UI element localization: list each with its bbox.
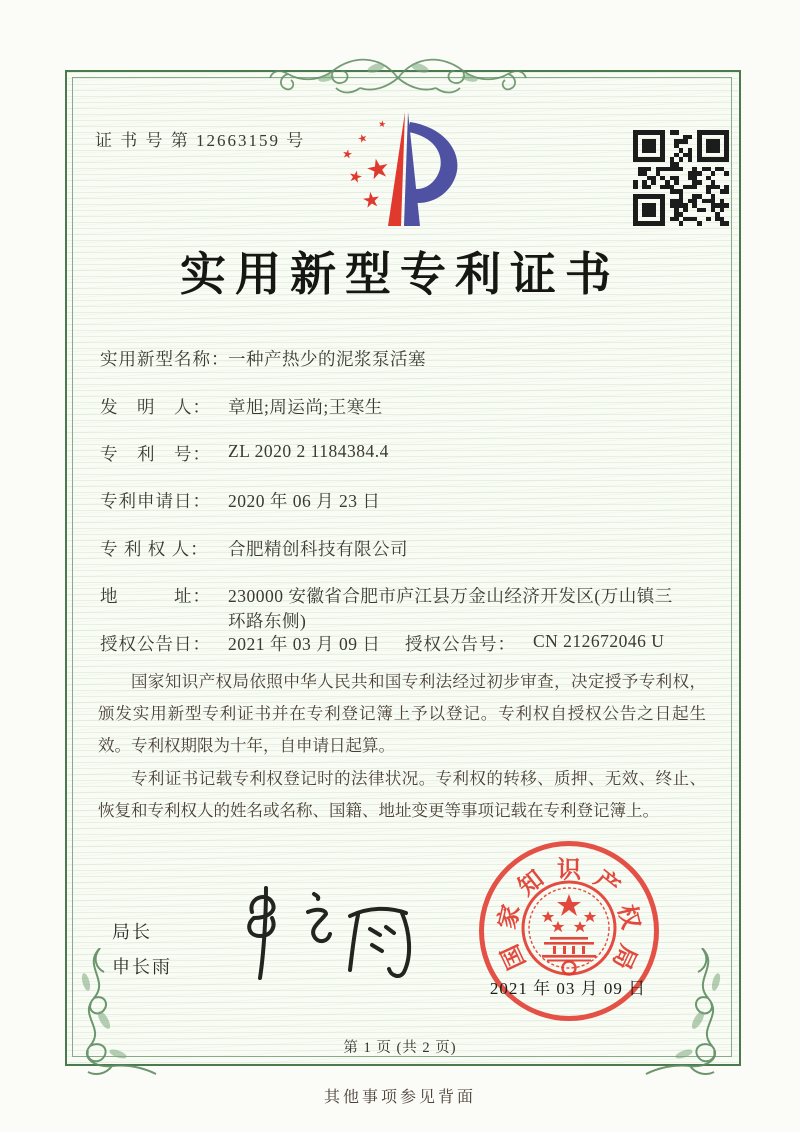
field-value: 2021 年 03 月 09 日: [228, 634, 381, 654]
field-value: 合肥精创科技有限公司: [228, 539, 408, 559]
field-value: 2020 年 06 月 23 日: [228, 491, 381, 511]
field-address: [100, 583, 673, 631]
logo-star-icon: ★: [340, 146, 354, 162]
back-note: 其他事项参见背面: [323, 1089, 476, 1106]
legal-paragraph-2: 专利证书记载专利权登记时的法律状况。专利权的转移、质押、无效、终止、恢复和专利权人的姓名或名称、国籍、地址变更等事项记载在专利登记簿上。: [98, 769, 706, 820]
field-label: 授权公告号：: [405, 634, 516, 654]
logo-star-icon: ★: [363, 151, 393, 187]
field-value: 230000 安徽省合肥市庐江县万金山经济开发区(万山镇三: [228, 586, 673, 606]
field-value: 一种产热少的泥浆泵活塞: [228, 349, 426, 369]
field-label: 地 址：: [100, 586, 211, 606]
qr-code: [633, 130, 729, 226]
legal-text: [98, 666, 706, 828]
seal-date: 2021 年 03 月 09 日: [489, 979, 647, 998]
logo-star-icon: ★: [377, 118, 387, 130]
field-value: CN 212672046 U: [533, 631, 665, 651]
logo-star-icon: ★: [356, 131, 370, 147]
legal-paragraph-1: 国家知识产权局依照中华人民共和国专利法经过初步审查，决定授予专利权，颁发实用新型专利证书并在专利登记簿上予以登记。专利权自授权公告之日起生效。专利权期限为十年，自申请日起算。: [98, 672, 706, 755]
field-label: 专 利 号：: [100, 444, 211, 464]
field-value-line2: 环路东侧): [228, 611, 307, 631]
page-indicator: 第 1 页 (共 2 页): [343, 1040, 457, 1056]
cnipa-logo: [336, 108, 476, 238]
commissioner-title: 局长: [112, 922, 152, 942]
certificate-title: 实用新型专利证书: [180, 249, 620, 300]
field-patentee: [100, 536, 408, 561]
field-patent-number: [100, 441, 389, 466]
field-filing-date: [100, 488, 381, 513]
seal-ring-text: 国 家 知 识 产 权 局: [494, 857, 644, 973]
field-label: 专 利 权 人：: [100, 539, 209, 559]
logo-star-icon: ★: [346, 167, 365, 188]
field-value: 章旭;周运尚;王寒生: [228, 397, 383, 417]
logo-star-icon: ★: [360, 186, 383, 214]
field-grant-date: [100, 631, 665, 656]
certificate-number: 证 书 号 第 12663159 号: [95, 131, 306, 150]
national-emblem: [519, 876, 619, 986]
field-label: 专利申请日：: [100, 491, 211, 511]
field-label: 实用新型名称：: [100, 349, 230, 369]
commissioner-signature: [222, 884, 427, 984]
field-utility-model-name: [100, 346, 426, 371]
field-grant-number: [405, 631, 665, 656]
field-inventor: [100, 394, 383, 419]
field-label: 发 明 人：: [100, 397, 211, 417]
commissioner-name: 申长雨: [112, 957, 172, 977]
field-value: ZL 2020 2 1184384.4: [228, 441, 389, 461]
field-label: 授权公告日：: [100, 634, 211, 654]
